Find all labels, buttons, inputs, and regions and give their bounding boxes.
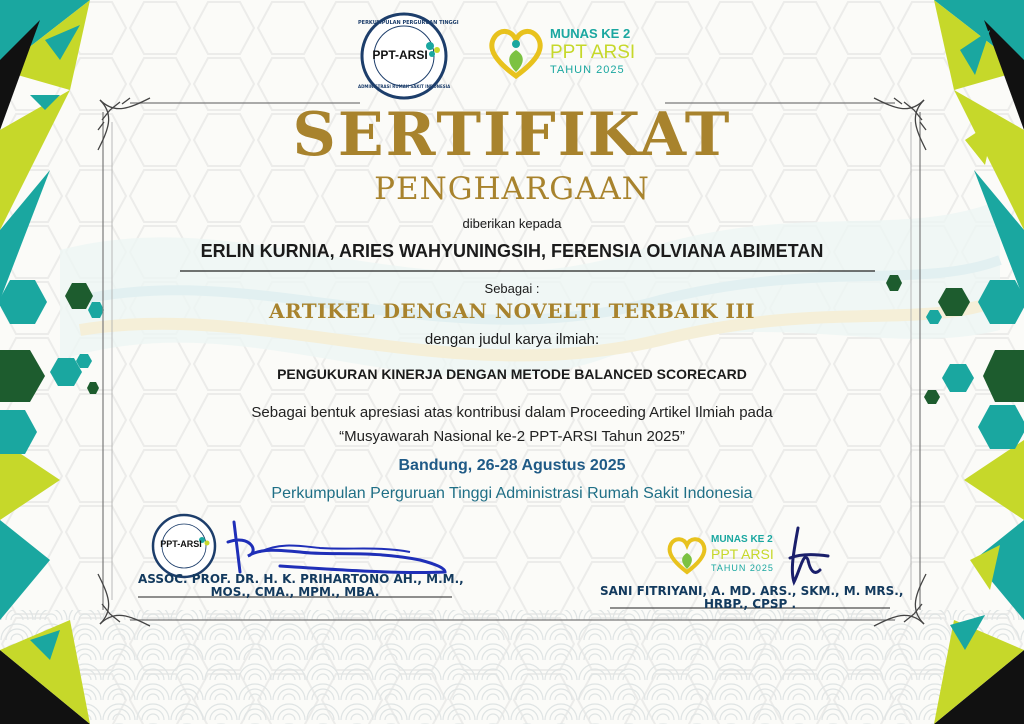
organization-name: Perkumpulan Perguruan Tinggi Administrasi Rumah Sakit Indonesia <box>271 485 753 502</box>
right-signatory-line1: SANI FITRIYANI, A. MD. ARS., SKM., M. MRS., <box>600 584 904 598</box>
place-date: Bandung, 26-28 Agustus 2025 <box>398 457 626 474</box>
right-signatory-line2: HRBP., CPSP . <box>703 597 797 611</box>
work-label: dengan judul karya ilmiah: <box>424 331 600 348</box>
right-munas-line2: PPT ARSI <box>711 546 774 562</box>
left-signatory-line1: ASSOC. PROF. DR. H. K. PRIHARTONO AH., M.M., <box>138 572 464 586</box>
munas-line2: PPT ARSI <box>550 42 636 63</box>
left-signatory-line2: MOS., CMA., MPM., MBA. <box>210 585 380 599</box>
appreciation-line1: Sebagai bentuk apresiasi atas kontribusi dalam Proceeding Artikel Ilmiah pada <box>251 404 773 421</box>
logo-top-text: PERKUMPULAN PERGURUAN TINGGI <box>358 20 459 26</box>
right-signature <box>770 520 840 590</box>
logo-bottom-text: ADMINISTRASI RUMAH SAKIT INDONESIA <box>358 84 451 89</box>
heart-leaf-icon-small <box>665 532 709 576</box>
heart-leaf-icon <box>486 22 546 82</box>
award-title: ARTIKEL DENGAN NOVELTI TERBAIK III <box>268 299 756 323</box>
certificate-title: SERTIFIKAT <box>292 100 732 170</box>
as-label: Sebagai : <box>484 281 540 296</box>
left-stamp-name: PPT-ARSI <box>160 539 202 549</box>
right-munas-line1: MUNAS KE 2 <box>711 534 773 545</box>
logo-name: PPT-ARSI <box>372 48 428 62</box>
munas-line3: TAHUN 2025 <box>550 64 625 76</box>
ppt-arsi-logo <box>358 10 459 102</box>
munas-line1: MUNAS KE 2 <box>550 26 631 41</box>
given-to-label: diberikan kepada <box>462 216 562 231</box>
certificate-subtitle: PENGHARGAAN <box>374 171 650 207</box>
appreciation-line2: “Musyawarah Nasional ke-2 PPT-ARSI Tahun 2025” <box>339 428 685 445</box>
right-munas-line3: TAHUN 2025 <box>711 563 774 573</box>
left-stamp-logo <box>150 512 218 580</box>
munas-logo <box>486 22 646 82</box>
recipient-names: ERLIN KURNIA, ARIES WAHYUNINGSIH, FERENSIA OLVIANA ABIMETAN <box>200 241 824 261</box>
work-title: PENGUKURAN KINERJA DENGAN METODE BALANCED SCORECARD <box>277 366 747 382</box>
